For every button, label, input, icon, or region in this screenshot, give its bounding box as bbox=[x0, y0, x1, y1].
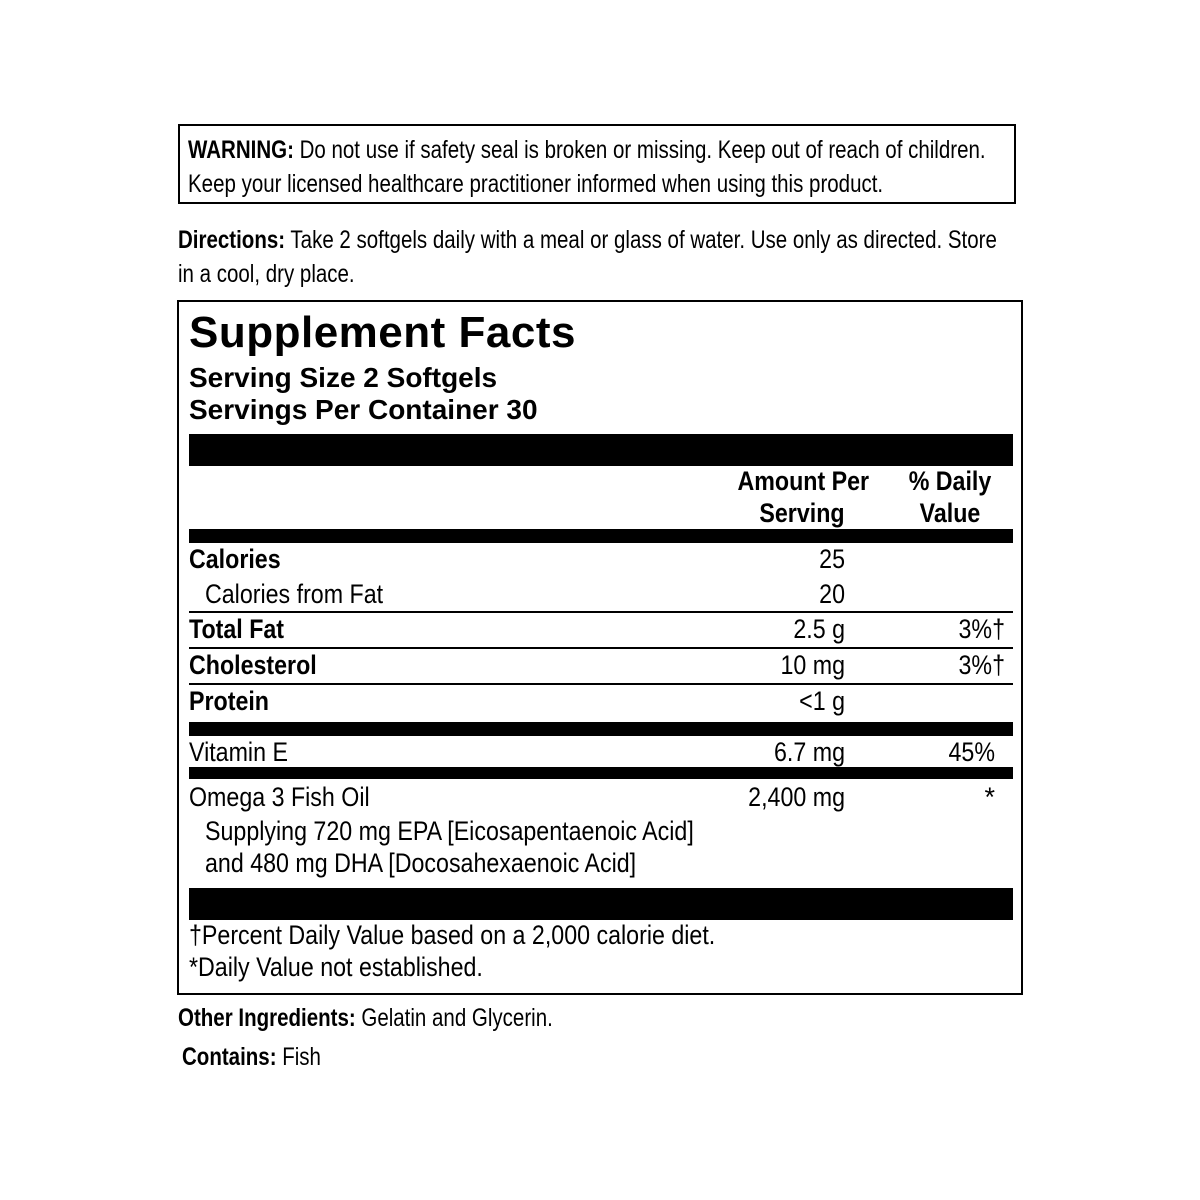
facts-title: Supplement Facts bbox=[189, 308, 576, 357]
directions-label: Directions: bbox=[178, 226, 286, 254]
serving-size: Serving Size 2 Softgels bbox=[189, 362, 498, 393]
header-amount-per-serving bbox=[737, 465, 870, 529]
footnote-daily-value: †Percent Daily Value based on a 2,000 calorie diet. bbox=[189, 920, 716, 950]
row-label-calories-from-fat: Calories from Fat bbox=[205, 579, 384, 609]
omega-3-sub-line-2: and 480 mg DHA [Docosahexaenoic Acid] bbox=[205, 848, 637, 878]
medium-divider bbox=[189, 529, 1013, 543]
warning-text-1: Do not use if safety seal is broken or missing. Keep out of reach of children. bbox=[293, 136, 986, 164]
header-daily-value bbox=[889, 465, 1011, 529]
warning-label: WARNING: bbox=[188, 136, 294, 164]
row-amount-vitamin-e: 6.7 mg bbox=[774, 737, 845, 767]
supplement-facts-panel bbox=[177, 300, 1023, 995]
directions-text-1: Take 2 softgels daily with a meal or glass of water. Use only as directed. Store bbox=[285, 226, 997, 254]
header-amount-line-2: Serving bbox=[759, 498, 845, 528]
header-amount-line-1: Amount Per bbox=[737, 466, 870, 496]
row-amount-calories-from-fat: 20 bbox=[819, 579, 845, 609]
row-label-vitamin-e: Vitamin E bbox=[189, 737, 288, 767]
thick-divider-bottom bbox=[189, 888, 1013, 920]
warning-line-1 bbox=[188, 136, 986, 165]
other-ingredients bbox=[178, 1004, 553, 1033]
contains-value: Fish bbox=[276, 1043, 321, 1071]
row-amount-omega-3: 2,400 mg bbox=[748, 782, 845, 812]
row-amount-calories: 25 bbox=[819, 544, 845, 574]
row-amount-cholesterol: 10 mg bbox=[780, 650, 845, 680]
row-amount-total-fat: 2.5 g bbox=[793, 614, 845, 644]
contains bbox=[182, 1043, 321, 1072]
medium-divider bbox=[189, 767, 1013, 779]
thick-divider-top bbox=[189, 434, 1013, 466]
row-label-total-fat: Total Fat bbox=[189, 614, 285, 644]
row-amount-protein: <1 g bbox=[799, 686, 845, 716]
row-label-omega-3: Omega 3 Fish Oil bbox=[189, 782, 370, 812]
other-ingredients-label: Other Ingredients: bbox=[178, 1004, 356, 1032]
header-dv-line-1: % Daily bbox=[908, 466, 992, 496]
row-label-cholesterol: Cholesterol bbox=[189, 650, 317, 680]
footnote-not-established: *Daily Value not established. bbox=[189, 952, 483, 982]
servings-per-container: Servings Per Container 30 bbox=[189, 394, 538, 425]
row-label-calories: Calories bbox=[189, 544, 281, 574]
row-dv-cholesterol: 3%† bbox=[958, 650, 1005, 680]
row-dv-vitamin-e: 45% bbox=[948, 737, 995, 767]
directions-line-2: in a cool, dry place. bbox=[178, 260, 355, 288]
directions-line-1 bbox=[178, 226, 997, 255]
row-dv-total-fat: 3%† bbox=[958, 614, 1005, 644]
medium-divider bbox=[189, 722, 1013, 736]
row-divider bbox=[189, 683, 1013, 685]
other-ingredients-value: Gelatin and Glycerin. bbox=[355, 1004, 553, 1032]
omega-3-sub-line-1: Supplying 720 mg EPA [Eicosapentaenoic Acid] bbox=[205, 816, 694, 846]
contains-label: Contains: bbox=[182, 1043, 277, 1071]
row-label-protein: Protein bbox=[189, 686, 269, 716]
row-dv-omega-3: * bbox=[984, 782, 995, 812]
warning-box bbox=[178, 124, 1016, 204]
header-dv-line-2: Value bbox=[919, 498, 981, 528]
warning-line-2: Keep your licensed healthcare practitioner informed when using this product. bbox=[188, 170, 884, 198]
